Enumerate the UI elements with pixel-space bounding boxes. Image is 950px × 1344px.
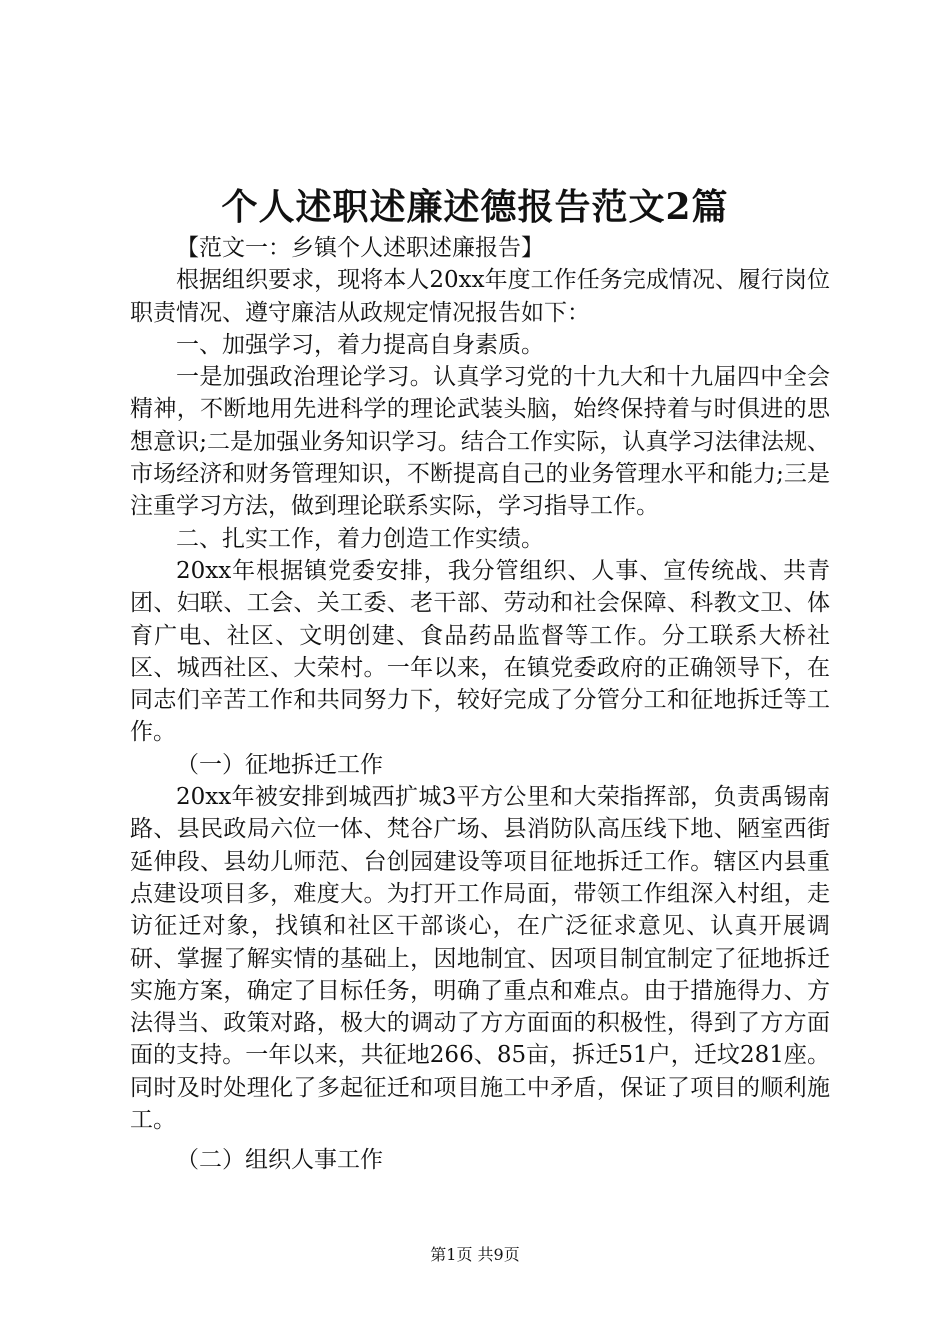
document-title: 个人述职述廉述德报告范文2篇	[221, 186, 729, 228]
paragraph-section-one-heading: 一、加强学习，着力提高自身素质。	[176, 331, 544, 358]
page-footer: 第1页 共9页	[430, 1245, 520, 1264]
paragraph-subheading-land: （一）征地拆迁工作	[176, 751, 383, 778]
paragraph-heading-sample-one: 【范文一：乡镇个人述职述廉报告】	[176, 235, 544, 261]
paragraph-work-assignment: 20xx年根据镇党委安排，我分管组织、人事、宣传统战、共青团、妇联、工会、关工委、老干部、劳动和社会保障、科教文卫、体育广电、社区、文明创建、食品药品监督等工作。分工联系大桥社区、城西社区、大荣村。一年以来，在镇党委政府的正确领导下，在同志们辛苦工作和共同努力下，较好完成了分管分工和征地拆迁等工作。	[130, 557, 830, 746]
paragraph-land-demolition: 20xx年被安排到城西扩城3平方公里和大荣指挥部，负责禹锡南路、县民政局六位一体、梵谷广场、县消防队高压线下地、陋室西街延伸段、县幼儿师范、台创园建设等项目征地拆迁工作。辖区内县重点建设项目多，难度大。为打开工作局面，带领工作组深入村组，走访征迁对象，找镇和社区干部谈心，在广泛征求意见、认真开展调研、掌握了解实情的基础上，因地制宜、因项目制宜制定了征地拆迁实施方案，确定了目标任务，明确了重点和难点。由于措施得力、方法得当、政策对路，极大的调动了方方面面的积极性，得到了方方面面的支持。一年以来，共征地266、85亩，拆迁51户，迁坟281座。同时及时处理化了多起征迁和项目施工中矛盾，保证了项目的顺利施工。	[130, 784, 830, 1134]
paragraph-subheading-personnel: （二）组织人事工作	[176, 1147, 383, 1174]
paragraph-study: 一是加强政治理论学习。认真学习党的十九大和十九届四中全会精神，不断地用先进科学的理论武装头脑，始终保持着与时俱进的思想意识;二是加强业务知识学习。结合工作实际，认真学习法律法规、市场经济和财务管理知识，不断提高自己的业务管理水平和能力;三是注重学习方法，做到理论联系实际，学习指导工作。	[130, 364, 830, 520]
paragraph-section-two-heading: 二、扎实工作，着力创造工作实绩。	[176, 525, 544, 552]
paragraph-intro: 根据组织要求，现将本人20xx年度工作任务完成情况、履行岗位职责情况、遵守廉洁从政规定情况报告如下：	[130, 267, 830, 326]
document-body	[130, 232, 830, 1177]
